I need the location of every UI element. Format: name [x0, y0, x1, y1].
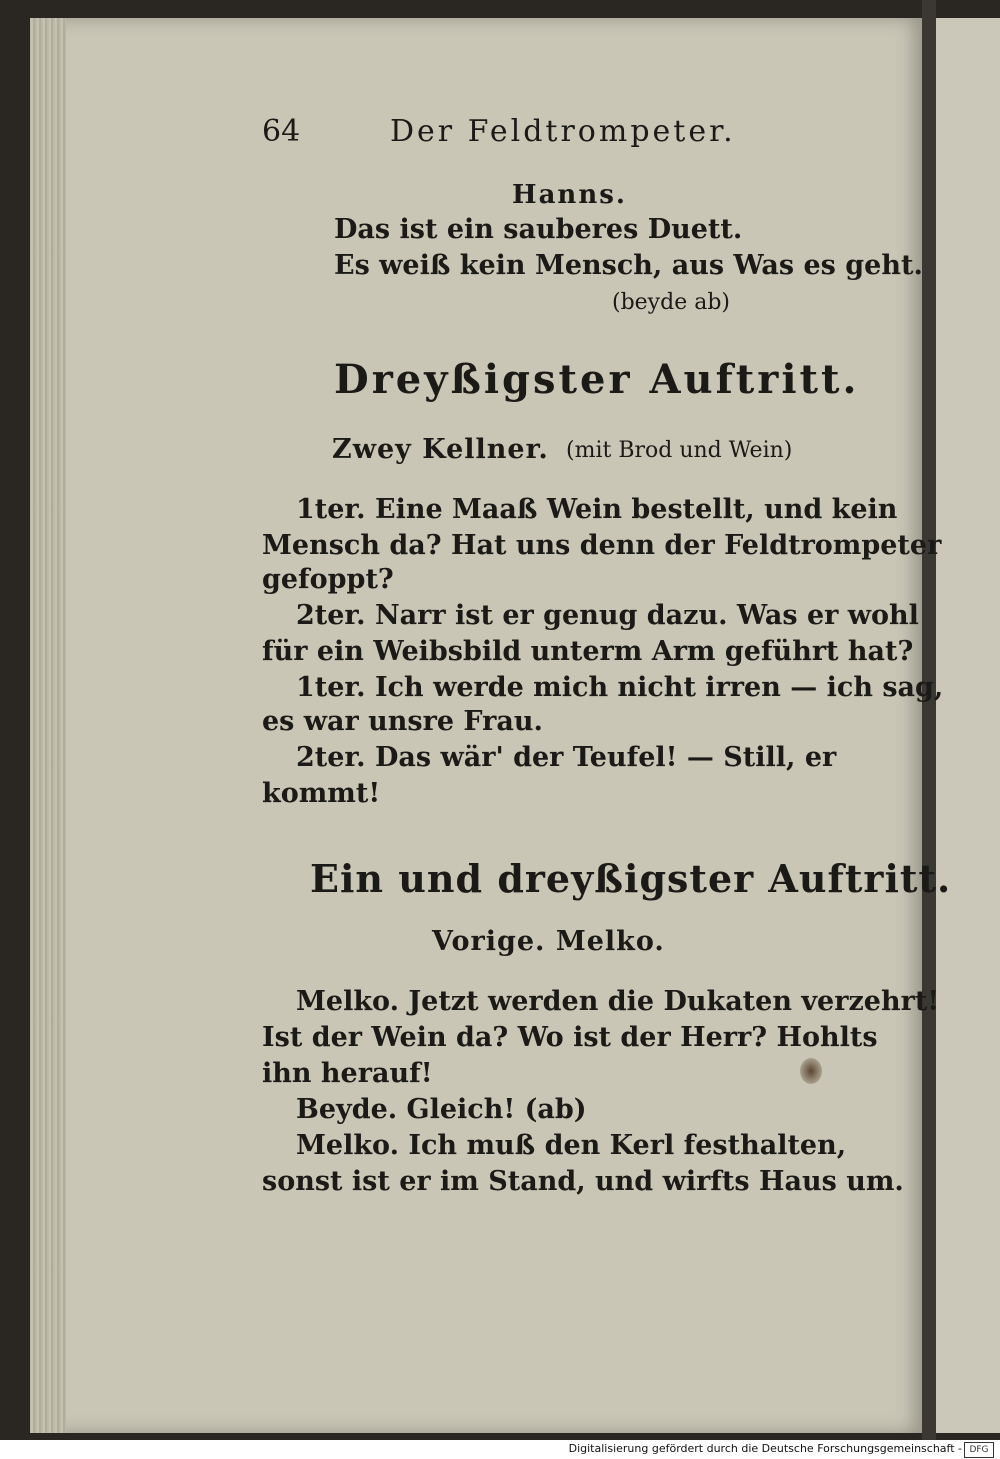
- text-line: 1ter. Ich werde mich nicht irren — ich sag,: [296, 672, 944, 703]
- text-line: 2ter. Narr ist er genug dazu. Was er wohl: [296, 600, 919, 631]
- text-line: ihn herauf!: [262, 1058, 433, 1089]
- paper-stain: [800, 1058, 822, 1084]
- text-line: 2ter. Das wär' der Teufel! — Still, er: [296, 742, 837, 773]
- page-edges: [30, 18, 66, 1433]
- text-line: sonst ist er im Stand, und wirfts Haus um.: [262, 1166, 904, 1197]
- text-line: gefoppt?: [262, 564, 394, 595]
- text-line: Mensch da? Hat uns denn der Feldtrompeter: [262, 530, 942, 561]
- text-line: kommt!: [262, 778, 381, 809]
- scene-characters: Vorige. Melko.: [432, 926, 665, 957]
- scene-characters: Zwey Kellner.: [332, 434, 549, 465]
- text-line: Das ist ein sauberes Duett.: [334, 214, 743, 245]
- stage-direction: (beyde ab): [612, 290, 730, 315]
- text-line: Melko. Ich muß den Kerl festhalten,: [296, 1130, 847, 1161]
- text-line: für ein Weibsbild unterm Arm geführt hat?: [262, 636, 914, 667]
- speaker-name: Hanns.: [512, 180, 627, 210]
- running-title: Der Feldtrompeter.: [390, 114, 736, 149]
- book-gutter: [922, 0, 936, 1440]
- text-line: Es weiß kein Mensch, aus Was es geht.: [334, 250, 923, 281]
- text-line: Melko. Jetzt werden die Dukaten verzehrt!: [296, 986, 940, 1017]
- digitization-footer: [0, 1440, 1000, 1459]
- stage-direction: (mit Brod und Wein): [566, 438, 793, 463]
- page-number: 64: [262, 114, 301, 149]
- text-line: es war unsre Frau.: [262, 706, 543, 737]
- text-line: Ist der Wein da? Wo ist der Herr? Hohlts: [262, 1022, 878, 1053]
- footer-credit: Digitalisierung gefördert durch die Deutsche Forschungsgemeinschaft -: [568, 1442, 962, 1455]
- scene-heading: Ein und dreyßigster Auftritt.: [310, 856, 952, 901]
- right-page: [936, 18, 1000, 1433]
- dfg-logo: DFG: [964, 1442, 994, 1458]
- text-line: 1ter. Eine Maaß Wein bestellt, und kein: [296, 494, 898, 525]
- text-line: Beyde. Gleich! (ab): [296, 1094, 587, 1125]
- scene-heading: Dreyßigster Auftritt.: [334, 356, 860, 403]
